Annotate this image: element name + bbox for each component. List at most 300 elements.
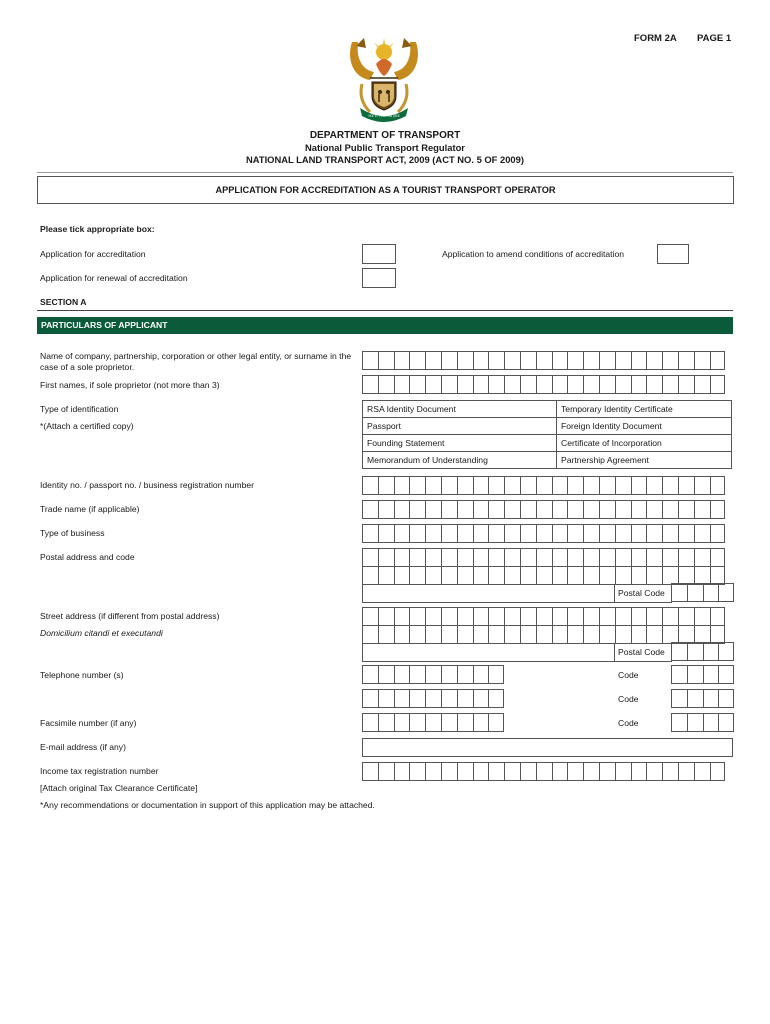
char-cell[interactable] (671, 665, 687, 684)
char-cell[interactable] (615, 500, 631, 519)
char-cell[interactable] (425, 476, 441, 495)
char-cell[interactable] (678, 476, 694, 495)
char-cell[interactable] (662, 375, 678, 394)
char-cell[interactable] (615, 548, 631, 567)
char-cell[interactable] (703, 689, 719, 708)
char-cell[interactable] (473, 500, 489, 519)
char-cell[interactable] (583, 375, 599, 394)
char-cell[interactable] (457, 500, 473, 519)
char-cell[interactable] (425, 762, 441, 781)
char-cell[interactable] (425, 524, 441, 543)
char-cell[interactable] (362, 500, 378, 519)
char-cell[interactable] (441, 689, 457, 708)
char-cell[interactable] (687, 642, 703, 661)
char-cell[interactable] (409, 713, 425, 732)
char-cell[interactable] (488, 351, 504, 370)
telephone-input-2[interactable] (362, 689, 504, 708)
char-cell[interactable] (457, 566, 473, 585)
char-cell[interactable] (583, 548, 599, 567)
char-cell[interactable] (552, 625, 568, 644)
char-cell[interactable] (583, 500, 599, 519)
char-cell[interactable] (441, 500, 457, 519)
char-cell[interactable] (631, 625, 647, 644)
fax-input[interactable] (362, 713, 504, 732)
id-number-input[interactable] (362, 476, 725, 495)
first-names-input[interactable] (362, 375, 725, 394)
id-option[interactable]: RSA Identity Document (363, 401, 557, 418)
char-cell[interactable] (536, 524, 552, 543)
char-cell[interactable] (378, 524, 394, 543)
char-cell[interactable] (457, 351, 473, 370)
option-renewal-checkbox[interactable] (362, 268, 396, 288)
char-cell[interactable] (615, 375, 631, 394)
char-cell[interactable] (552, 607, 568, 626)
char-cell[interactable] (457, 625, 473, 644)
char-cell[interactable] (362, 762, 378, 781)
char-cell[interactable] (504, 625, 520, 644)
char-cell[interactable] (457, 665, 473, 684)
char-cell[interactable] (718, 642, 734, 661)
char-cell[interactable] (504, 762, 520, 781)
char-cell[interactable] (646, 625, 662, 644)
char-cell[interactable] (394, 713, 410, 732)
char-cell[interactable] (378, 566, 394, 585)
char-cell[interactable] (425, 566, 441, 585)
char-cell[interactable] (441, 762, 457, 781)
char-cell[interactable] (646, 375, 662, 394)
char-cell[interactable] (678, 500, 694, 519)
char-cell[interactable] (567, 607, 583, 626)
char-cell[interactable] (552, 566, 568, 585)
char-cell[interactable] (599, 548, 615, 567)
char-cell[interactable] (646, 351, 662, 370)
char-cell[interactable] (362, 548, 378, 567)
char-cell[interactable] (425, 548, 441, 567)
char-cell[interactable] (409, 524, 425, 543)
char-cell[interactable] (599, 476, 615, 495)
char-cell[interactable] (394, 762, 410, 781)
char-cell[interactable] (362, 665, 378, 684)
char-cell[interactable] (504, 607, 520, 626)
char-cell[interactable] (520, 351, 536, 370)
char-cell[interactable] (646, 566, 662, 585)
char-cell[interactable] (378, 689, 394, 708)
char-cell[interactable] (552, 375, 568, 394)
char-cell[interactable] (362, 566, 378, 585)
id-option[interactable]: Partnership Agreement (557, 452, 732, 469)
char-cell[interactable] (504, 548, 520, 567)
char-cell[interactable] (710, 375, 726, 394)
char-cell[interactable] (504, 500, 520, 519)
char-cell[interactable] (520, 524, 536, 543)
char-cell[interactable] (473, 762, 489, 781)
id-option[interactable]: Foreign Identity Document (557, 418, 732, 435)
char-cell[interactable] (394, 351, 410, 370)
char-cell[interactable] (504, 524, 520, 543)
char-cell[interactable] (694, 548, 710, 567)
char-cell[interactable] (646, 500, 662, 519)
id-option[interactable]: Memorandum of Understanding (363, 452, 557, 469)
char-cell[interactable] (536, 566, 552, 585)
char-cell[interactable] (567, 762, 583, 781)
char-cell[interactable] (362, 375, 378, 394)
char-cell[interactable] (599, 500, 615, 519)
trade-name-input[interactable] (362, 500, 725, 519)
char-cell[interactable] (536, 625, 552, 644)
char-cell[interactable] (520, 476, 536, 495)
name-input[interactable] (362, 351, 725, 370)
option-amend-checkbox[interactable] (657, 244, 689, 264)
char-cell[interactable] (687, 689, 703, 708)
char-cell[interactable] (678, 375, 694, 394)
char-cell[interactable] (473, 689, 489, 708)
char-cell[interactable] (646, 607, 662, 626)
char-cell[interactable] (457, 476, 473, 495)
char-cell[interactable] (425, 500, 441, 519)
char-cell[interactable] (457, 524, 473, 543)
char-cell[interactable] (694, 500, 710, 519)
char-cell[interactable] (378, 548, 394, 567)
char-cell[interactable] (694, 476, 710, 495)
char-cell[interactable] (504, 566, 520, 585)
char-cell[interactable] (394, 566, 410, 585)
char-cell[interactable] (409, 548, 425, 567)
char-cell[interactable] (520, 375, 536, 394)
fax-code[interactable] (671, 713, 734, 732)
char-cell[interactable] (409, 762, 425, 781)
char-cell[interactable] (536, 476, 552, 495)
char-cell[interactable] (631, 548, 647, 567)
char-cell[interactable] (615, 476, 631, 495)
char-cell[interactable] (378, 351, 394, 370)
char-cell[interactable] (536, 548, 552, 567)
char-cell[interactable] (488, 713, 504, 732)
char-cell[interactable] (394, 375, 410, 394)
char-cell[interactable] (567, 566, 583, 585)
char-cell[interactable] (457, 713, 473, 732)
char-cell[interactable] (441, 566, 457, 585)
char-cell[interactable] (703, 642, 719, 661)
char-cell[interactable] (631, 375, 647, 394)
char-cell[interactable] (599, 607, 615, 626)
char-cell[interactable] (599, 351, 615, 370)
char-cell[interactable] (678, 524, 694, 543)
char-cell[interactable] (457, 375, 473, 394)
char-cell[interactable] (646, 476, 662, 495)
id-option[interactable]: Certificate of Incorporation (557, 435, 732, 452)
telephone-input-1[interactable] (362, 665, 504, 684)
char-cell[interactable] (583, 762, 599, 781)
char-cell[interactable] (536, 500, 552, 519)
char-cell[interactable] (710, 548, 726, 567)
char-cell[interactable] (488, 607, 504, 626)
char-cell[interactable] (441, 625, 457, 644)
char-cell[interactable] (457, 607, 473, 626)
char-cell[interactable] (378, 762, 394, 781)
char-cell[interactable] (583, 476, 599, 495)
char-cell[interactable] (631, 607, 647, 626)
char-cell[interactable] (694, 762, 710, 781)
char-cell[interactable] (662, 524, 678, 543)
id-option[interactable]: Temporary Identity Certificate (557, 401, 732, 418)
char-cell[interactable] (473, 476, 489, 495)
char-cell[interactable] (671, 583, 687, 602)
char-cell[interactable] (615, 524, 631, 543)
char-cell[interactable] (520, 548, 536, 567)
char-cell[interactable] (362, 607, 378, 626)
char-cell[interactable] (567, 351, 583, 370)
char-cell[interactable] (567, 548, 583, 567)
char-cell[interactable] (409, 375, 425, 394)
char-cell[interactable] (687, 713, 703, 732)
char-cell[interactable] (457, 548, 473, 567)
char-cell[interactable] (488, 476, 504, 495)
char-cell[interactable] (520, 500, 536, 519)
char-cell[interactable] (504, 375, 520, 394)
char-cell[interactable] (599, 566, 615, 585)
char-cell[interactable] (583, 524, 599, 543)
char-cell[interactable] (678, 762, 694, 781)
char-cell[interactable] (583, 351, 599, 370)
char-cell[interactable] (441, 476, 457, 495)
char-cell[interactable] (362, 524, 378, 543)
char-cell[interactable] (710, 500, 726, 519)
postal-address-line3[interactable] (362, 584, 615, 603)
char-cell[interactable] (473, 548, 489, 567)
char-cell[interactable] (473, 665, 489, 684)
char-cell[interactable] (488, 762, 504, 781)
postal-address-line1[interactable] (362, 548, 725, 567)
char-cell[interactable] (599, 375, 615, 394)
char-cell[interactable] (718, 583, 734, 602)
char-cell[interactable] (662, 548, 678, 567)
char-cell[interactable] (678, 351, 694, 370)
char-cell[interactable] (378, 607, 394, 626)
char-cell[interactable] (362, 689, 378, 708)
char-cell[interactable] (378, 665, 394, 684)
char-cell[interactable] (678, 607, 694, 626)
char-cell[interactable] (362, 625, 378, 644)
telephone-code-1[interactable] (671, 665, 734, 684)
char-cell[interactable] (441, 375, 457, 394)
char-cell[interactable] (662, 476, 678, 495)
char-cell[interactable] (536, 351, 552, 370)
char-cell[interactable] (615, 762, 631, 781)
char-cell[interactable] (394, 524, 410, 543)
char-cell[interactable] (394, 476, 410, 495)
char-cell[interactable] (615, 625, 631, 644)
char-cell[interactable] (409, 607, 425, 626)
char-cell[interactable] (646, 548, 662, 567)
char-cell[interactable] (409, 351, 425, 370)
char-cell[interactable] (425, 607, 441, 626)
char-cell[interactable] (552, 548, 568, 567)
char-cell[interactable] (599, 762, 615, 781)
char-cell[interactable] (504, 476, 520, 495)
char-cell[interactable] (662, 500, 678, 519)
char-cell[interactable] (504, 351, 520, 370)
char-cell[interactable] (687, 583, 703, 602)
char-cell[interactable] (457, 762, 473, 781)
char-cell[interactable] (378, 713, 394, 732)
char-cell[interactable] (694, 524, 710, 543)
char-cell[interactable] (409, 566, 425, 585)
id-option[interactable]: Passport (363, 418, 557, 435)
char-cell[interactable] (473, 607, 489, 626)
char-cell[interactable] (488, 625, 504, 644)
char-cell[interactable] (552, 476, 568, 495)
char-cell[interactable] (552, 500, 568, 519)
char-cell[interactable] (710, 607, 726, 626)
char-cell[interactable] (394, 607, 410, 626)
id-option[interactable]: Founding Statement (363, 435, 557, 452)
char-cell[interactable] (409, 625, 425, 644)
char-cell[interactable] (441, 351, 457, 370)
char-cell[interactable] (662, 762, 678, 781)
char-cell[interactable] (409, 476, 425, 495)
char-cell[interactable] (409, 689, 425, 708)
street-address-line3[interactable] (362, 643, 615, 662)
char-cell[interactable] (473, 375, 489, 394)
char-cell[interactable] (488, 375, 504, 394)
char-cell[interactable] (488, 524, 504, 543)
char-cell[interactable] (488, 689, 504, 708)
char-cell[interactable] (567, 625, 583, 644)
char-cell[interactable] (457, 689, 473, 708)
char-cell[interactable] (520, 625, 536, 644)
char-cell[interactable] (718, 713, 734, 732)
char-cell[interactable] (378, 476, 394, 495)
char-cell[interactable] (473, 625, 489, 644)
char-cell[interactable] (552, 351, 568, 370)
char-cell[interactable] (536, 375, 552, 394)
char-cell[interactable] (425, 713, 441, 732)
char-cell[interactable] (599, 524, 615, 543)
char-cell[interactable] (488, 566, 504, 585)
section-a-heading: SECTION A (40, 297, 87, 307)
char-cell[interactable] (662, 351, 678, 370)
char-cell[interactable] (488, 665, 504, 684)
char-cell[interactable] (425, 689, 441, 708)
char-cell[interactable] (631, 762, 647, 781)
char-cell[interactable] (671, 642, 687, 661)
char-cell[interactable] (394, 548, 410, 567)
char-cell[interactable] (583, 607, 599, 626)
char-cell[interactable] (631, 500, 647, 519)
char-cell[interactable] (441, 713, 457, 732)
char-cell[interactable] (409, 665, 425, 684)
char-cell[interactable] (488, 548, 504, 567)
char-cell[interactable] (536, 607, 552, 626)
char-cell[interactable] (394, 665, 410, 684)
tax-number-input[interactable] (362, 762, 725, 781)
char-cell[interactable] (441, 665, 457, 684)
char-cell[interactable] (694, 607, 710, 626)
char-cell[interactable] (703, 713, 719, 732)
char-cell[interactable] (536, 762, 552, 781)
char-cell[interactable] (473, 524, 489, 543)
char-cell[interactable] (615, 607, 631, 626)
street-code-input[interactable] (671, 642, 734, 661)
char-cell[interactable] (473, 713, 489, 732)
char-cell[interactable] (678, 548, 694, 567)
char-cell[interactable] (583, 566, 599, 585)
char-cell[interactable] (687, 665, 703, 684)
char-cell[interactable] (425, 375, 441, 394)
char-cell[interactable] (567, 524, 583, 543)
option-accreditation-checkbox[interactable] (362, 244, 396, 264)
char-cell[interactable] (631, 566, 647, 585)
char-cell[interactable] (378, 625, 394, 644)
char-cell[interactable] (394, 625, 410, 644)
char-cell[interactable] (362, 476, 378, 495)
telephone-code-2[interactable] (671, 689, 734, 708)
char-cell[interactable] (520, 607, 536, 626)
char-cell[interactable] (473, 351, 489, 370)
char-cell[interactable] (615, 351, 631, 370)
char-cell[interactable] (583, 625, 599, 644)
char-cell[interactable] (567, 476, 583, 495)
char-cell[interactable] (520, 762, 536, 781)
char-cell[interactable] (710, 524, 726, 543)
char-cell[interactable] (710, 762, 726, 781)
char-cell[interactable] (631, 524, 647, 543)
char-cell[interactable] (520, 566, 536, 585)
char-cell[interactable] (567, 375, 583, 394)
email-input[interactable] (362, 738, 733, 757)
char-cell[interactable] (567, 500, 583, 519)
postal-code-input[interactable] (671, 583, 734, 602)
char-cell[interactable] (646, 524, 662, 543)
char-cell[interactable] (646, 762, 662, 781)
char-cell[interactable] (425, 351, 441, 370)
char-cell[interactable] (425, 625, 441, 644)
business-type-input[interactable] (362, 524, 725, 543)
char-cell[interactable] (718, 665, 734, 684)
char-cell[interactable] (552, 762, 568, 781)
char-cell[interactable] (394, 689, 410, 708)
char-cell[interactable] (671, 713, 687, 732)
char-cell[interactable] (631, 351, 647, 370)
char-cell[interactable] (631, 476, 647, 495)
char-cell[interactable] (710, 476, 726, 495)
char-cell[interactable] (662, 607, 678, 626)
char-cell[interactable] (599, 625, 615, 644)
char-cell[interactable] (409, 500, 425, 519)
char-cell[interactable] (718, 689, 734, 708)
char-cell[interactable] (694, 375, 710, 394)
char-cell[interactable] (694, 351, 710, 370)
char-cell[interactable] (362, 351, 378, 370)
char-cell[interactable] (362, 713, 378, 732)
char-cell[interactable] (441, 607, 457, 626)
char-cell[interactable] (703, 665, 719, 684)
char-cell[interactable] (703, 583, 719, 602)
char-cell[interactable] (552, 524, 568, 543)
street-address-line1[interactable] (362, 607, 725, 626)
char-cell[interactable] (615, 566, 631, 585)
char-cell[interactable] (394, 500, 410, 519)
char-cell[interactable] (441, 548, 457, 567)
char-cell[interactable] (671, 689, 687, 708)
char-cell[interactable] (378, 375, 394, 394)
char-cell[interactable] (488, 500, 504, 519)
char-cell[interactable] (710, 351, 726, 370)
char-cell[interactable] (441, 524, 457, 543)
char-cell[interactable] (473, 566, 489, 585)
char-cell[interactable] (378, 500, 394, 519)
char-cell[interactable] (425, 665, 441, 684)
